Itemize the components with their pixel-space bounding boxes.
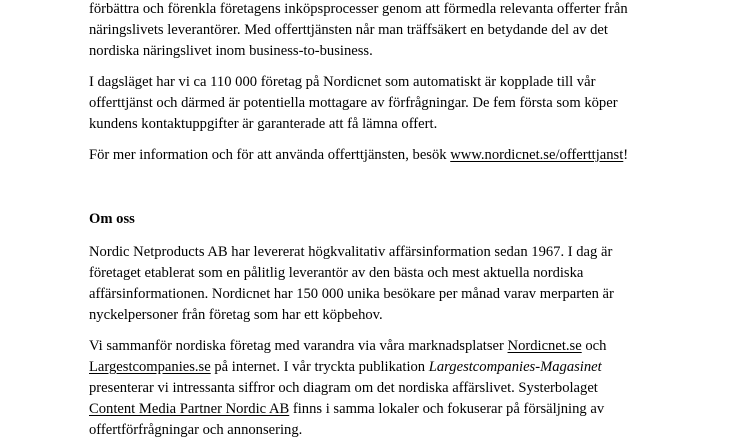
intro-line-1: förbättra och förenkla företagens inköpsprocesser genom att förmedla relevanta offerter från bbox=[89, 1, 628, 17]
about-p1-line-3: affärsinformationen. Nordicnet har 150 000 unika besökare per månad varav merparten är bbox=[89, 286, 614, 302]
about-heading: Om oss bbox=[89, 211, 135, 227]
para2-line-2: offerttjänst och därmed är potentiella mottagare av förfrågningar. De fem första som köper bbox=[89, 95, 618, 111]
para2-line-3: kundens kontaktuppgifter är garanterade att få lämna offert. bbox=[89, 116, 438, 132]
content-media-partner-link[interactable]: Content Media Partner Nordic AB bbox=[89, 401, 290, 417]
para3-exclamation: ! bbox=[623, 147, 629, 163]
intro-line-3: nordiska näringslivet inom business-to-business. bbox=[89, 43, 373, 59]
intro-line-2: näringslivets leverantörer. Med offerttjänsten når man träffsäkert en betydande del av det bbox=[89, 22, 608, 38]
about-p2-text-1: Vi sammanför nordiska företag med varandra via våra marknadsplatser bbox=[89, 338, 508, 354]
about-p2-line-4 bbox=[89, 399, 604, 420]
about-p1-line-4: nyckelpersoner från företag som har ett köpbehov. bbox=[89, 307, 383, 323]
para3-text: För mer information och för att använda offerttjänsten, besök bbox=[89, 147, 451, 163]
offerttjanst-link[interactable]: www.nordicnet.se/offerttjanst bbox=[450, 147, 624, 163]
about-p2-line-3: presenterar vi intressanta siffror och diagram om det nordiska affärslivet. Systerbolaget bbox=[89, 380, 598, 396]
about-p2-line-5: offertförfrågningar och annonsering. bbox=[89, 422, 303, 438]
about-p2-line-2 bbox=[89, 357, 602, 378]
about-p2-line-1 bbox=[89, 336, 606, 357]
largestcompanies-link[interactable]: Largestcompanies.se bbox=[89, 359, 211, 375]
about-p1-line-1: Nordic Netproducts AB har levererat högkvalitativ affärsinformation sedan 1967. I dag är bbox=[89, 244, 613, 260]
para2-line-1: I dagsläget har vi ca 110 000 företag på Nordicnet som automatiskt är kopplade till vår bbox=[89, 74, 596, 90]
nordicnet-link[interactable]: Nordicnet.se bbox=[507, 338, 582, 354]
magasinet-title: Largestcompanies-Magasinet bbox=[428, 359, 602, 375]
about-p2-text-2: på internet. I vår tryckta publikation bbox=[210, 359, 429, 375]
para3-line bbox=[89, 145, 628, 166]
about-p1-line-2: företaget etablerat som en pålitlig leverantör av den bästa och mest aktuella nordiska bbox=[89, 265, 584, 281]
about-p2-text-4: finns i samma lokaler och fokuserar på försäljning av bbox=[289, 401, 605, 417]
about-p2-text-1b: och bbox=[581, 338, 607, 354]
